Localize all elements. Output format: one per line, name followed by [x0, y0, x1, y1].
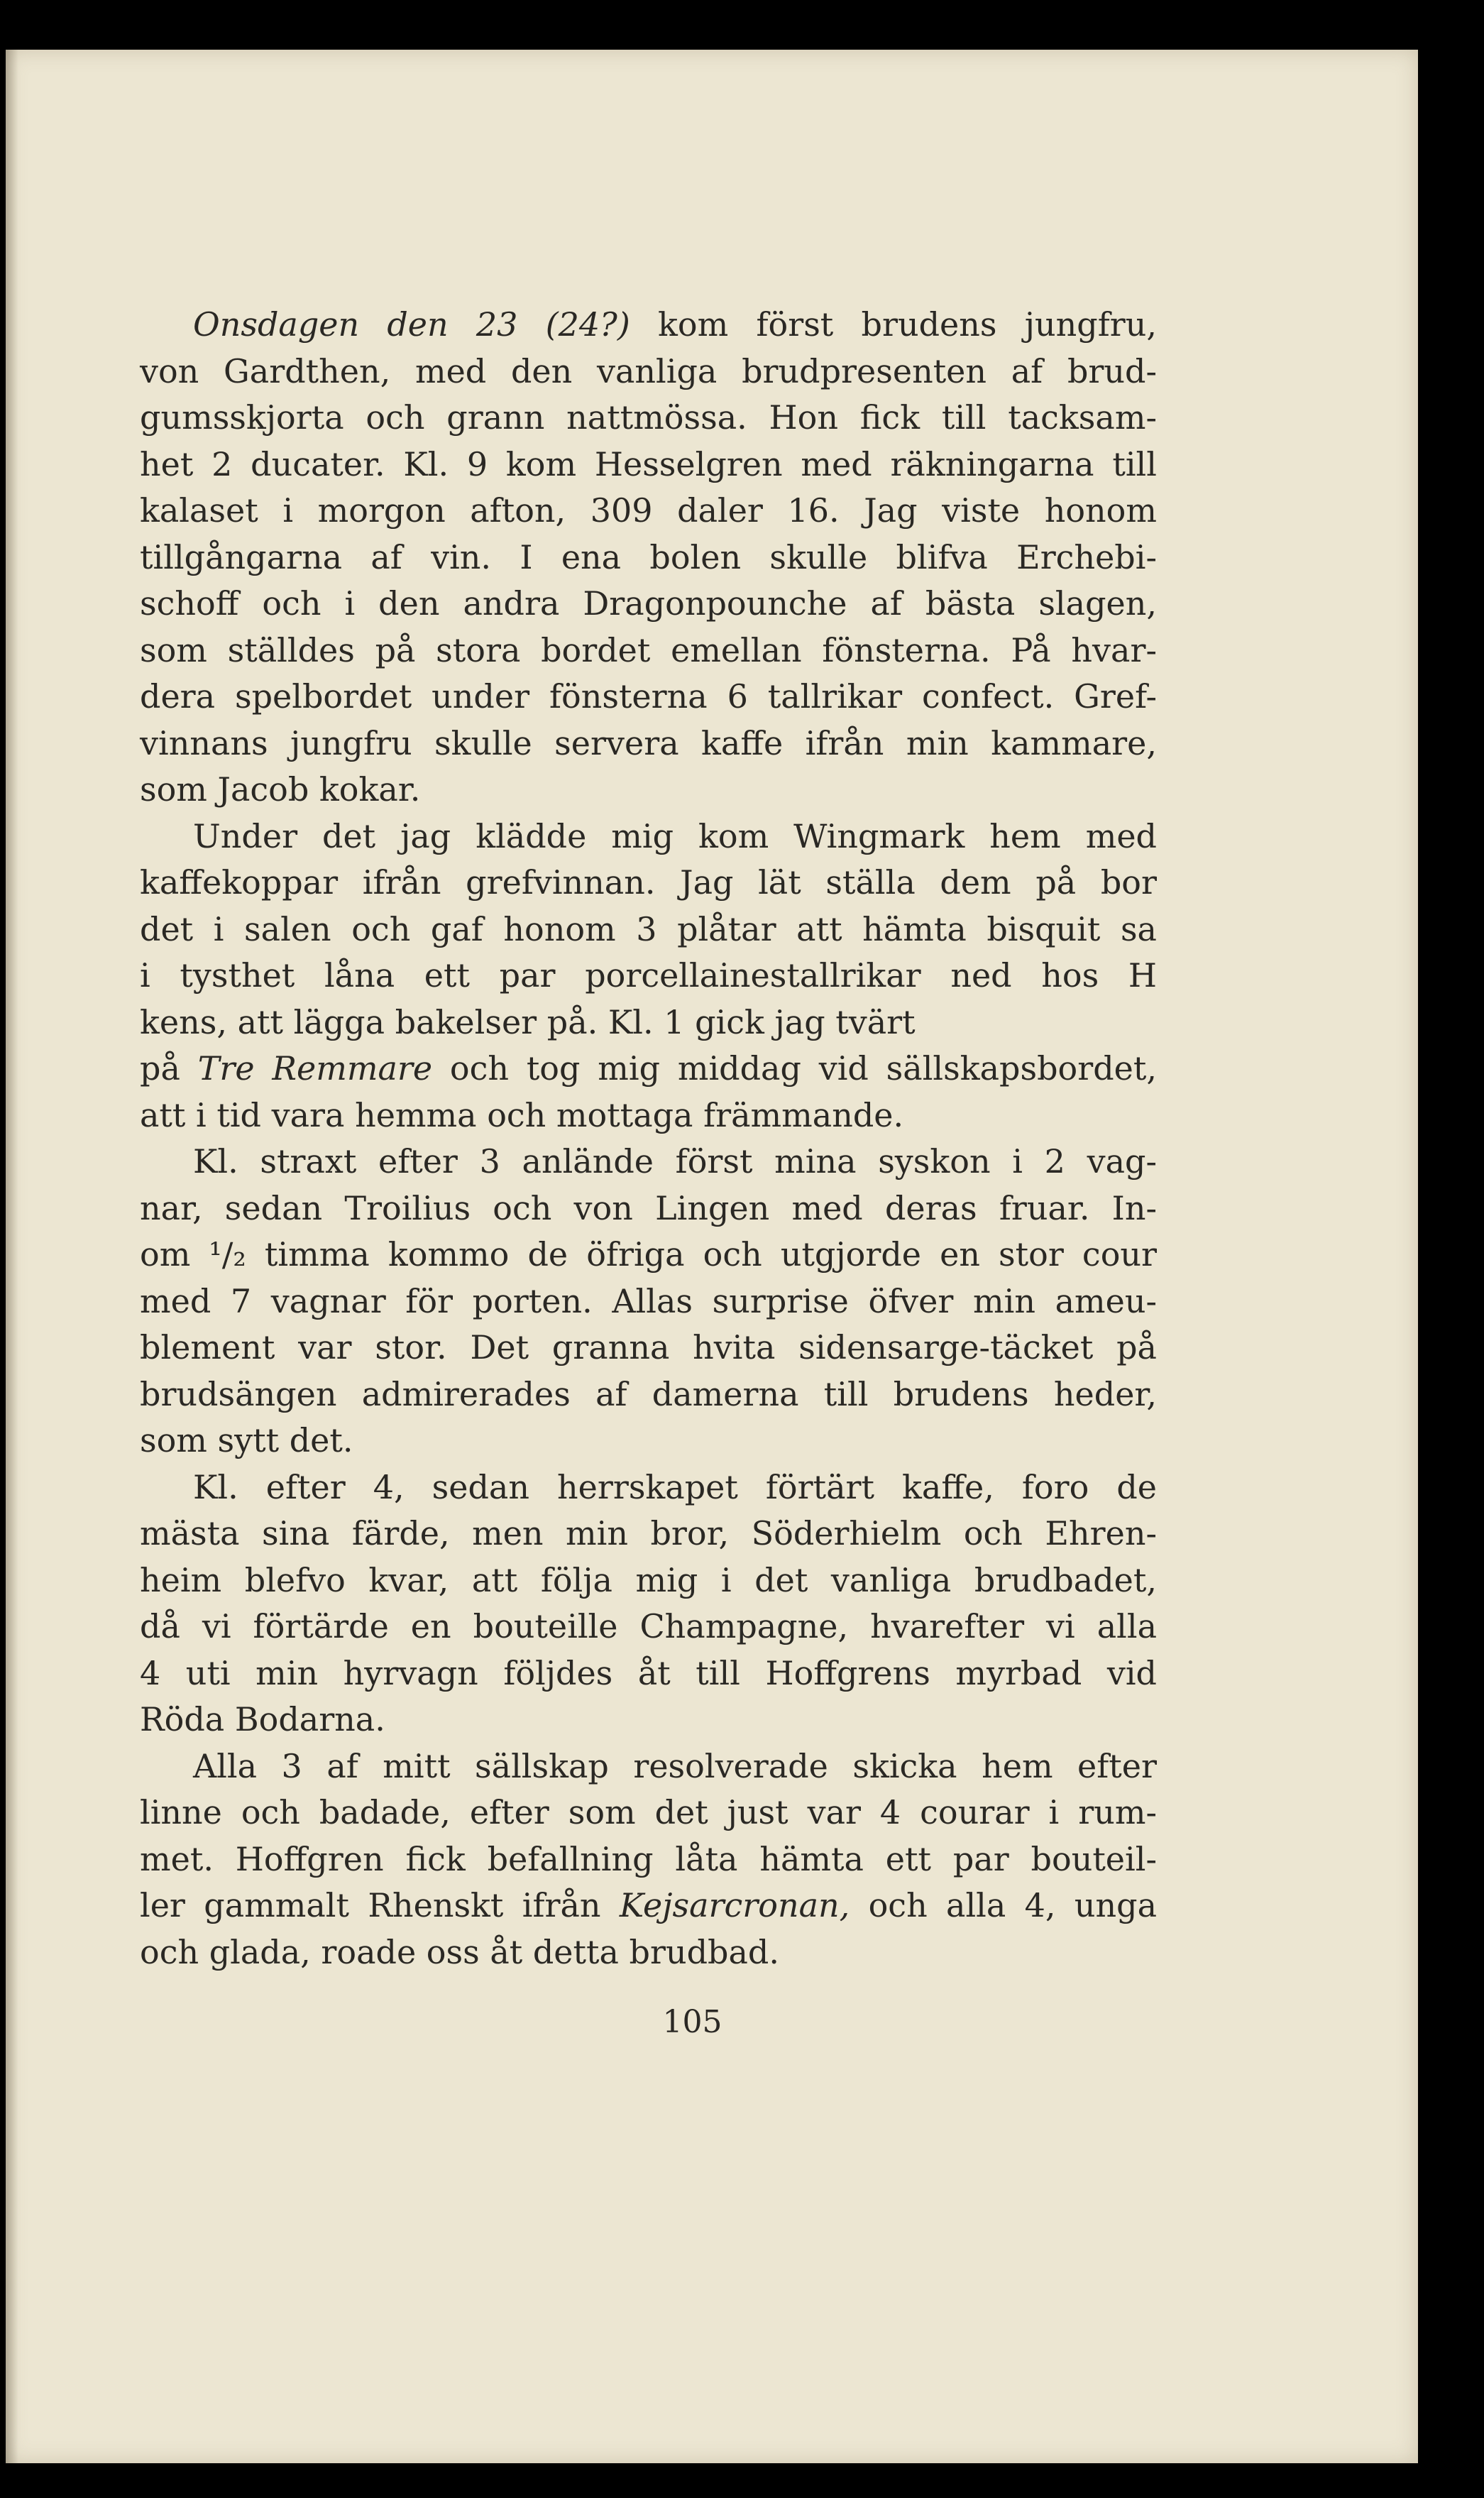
text-line: om ¹/₂ timma kommo de öfriga och utgjorde en stor cour [140, 1235, 1157, 1273]
body-text [140, 302, 1157, 1976]
text-line: 4 uti min hyrvagn följdes åt till Hoffgrens myrbad vid [140, 1653, 1157, 1692]
text-line: linne och badade, efter som det just var 4 courar i rum- [140, 1793, 1157, 1831]
text-line: kens, att lägga bakelser på. Kl. 1 gick jag tvärt [140, 1002, 916, 1041]
text-line: dera spelbordet under fönsterna 6 tallrikar confect. Gref- [140, 677, 1157, 716]
text-line: Onsdagen den 23 (24?) kom först brudens jungfru, [193, 305, 1157, 344]
text-line: kaffekoppar ifrån grefvinnan. Jag lät ställa dem på bor [140, 863, 1157, 902]
text-line: det i salen och gaf honom 3 plåtar att hämta bisquit sa [140, 909, 1157, 948]
text-line: blement var stor. Det granna hvita sidensarge-täcket på [140, 1328, 1157, 1366]
text-line: på Tre Remmare och tog mig middag vid sällskapsbordet, [140, 1049, 1158, 1088]
text-line: i tysthet låna ett par porcellainestallrikar ned hos H [140, 956, 1157, 995]
text-line: mästa sina färde, men min bror, Söderhielm och Ehren- [140, 1514, 1157, 1552]
text-line: nar, sedan Troilius och von Lingen med deras fruar. In- [140, 1188, 1157, 1227]
text-line: gumsskjorta och grann nattmössa. Hon fick till tacksam- [140, 398, 1157, 437]
page-number-container [0, 2004, 1484, 2040]
text-line: ler gammalt Rhenskt ifrån Kejsarcronan, och alla 4, unga [140, 1886, 1157, 1924]
text-line: kalaset i morgon afton, 309 daler 16. Jag viste honom [140, 491, 1157, 530]
page-number: 105 [662, 2004, 722, 2040]
text-line: vinnans jungfru skulle servera kaffe ifrån min kammare, [140, 723, 1157, 762]
text-line: som sytt det. [140, 1421, 353, 1459]
text-line: som ställdes på stora bordet emellan fönsterna. På hvar- [140, 630, 1157, 669]
page-gutter-shadow [6, 50, 18, 2463]
text-line: att i tid vara hemma och mottaga främmande. [140, 1095, 904, 1134]
text-line: Röda Bodarna. [140, 1700, 385, 1738]
text-line: heim blefvo kvar, att följa mig i det vanliga brudbadet, [140, 1560, 1157, 1599]
text-line: tillgångarna af vin. I ena bolen skulle blifva Erchebi- [140, 537, 1157, 576]
text-line: då vi förtärde en bouteille Champagne, hvarefter vi alla [140, 1607, 1157, 1645]
text-line: och glada, roade oss åt detta brudbad. [140, 1932, 779, 1971]
text-line: het 2 ducater. Kl. 9 kom Hesselgren med räkningarna till [140, 444, 1157, 483]
text-line: brudsängen admirerades af damerna till brudens heder, [140, 1374, 1157, 1413]
text-line: med 7 vagnar för porten. Allas surprise öfver min ameu- [140, 1281, 1157, 1320]
text-line: Under det jag klädde mig kom Wingmark hem med [193, 816, 1157, 855]
text-line: Alla 3 af mitt sällskap resolverade skicka hem efter [193, 1746, 1157, 1785]
text-line: met. Hoffgren fick befallning låta hämta ett par bouteil- [140, 1839, 1157, 1878]
text-line: Kl. efter 4, sedan herrskapet förtärt kaffe, foro de [193, 1467, 1157, 1506]
text-line: som Jacob kokar. [140, 770, 421, 809]
text-line: schoff och i den andra Dragonpounche af bästa slagen, [140, 584, 1157, 623]
text-line: Kl. straxt efter 3 anlände först mina syskon i 2 vag- [193, 1142, 1157, 1180]
text-line: von Gardthen, med den vanliga brudpresenten af brud- [140, 351, 1157, 390]
